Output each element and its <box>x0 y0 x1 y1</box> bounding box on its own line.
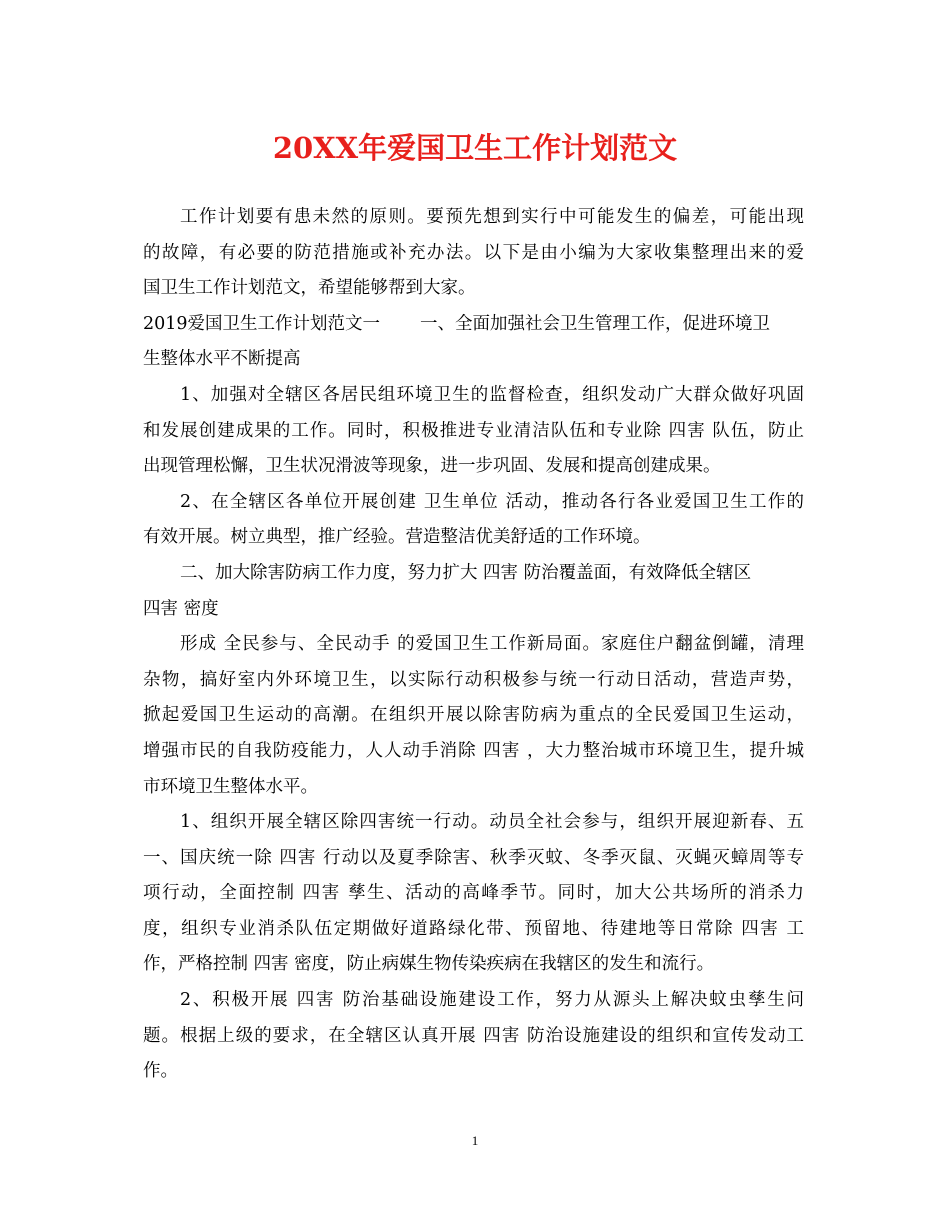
paragraph-line: 形成 全民参与、全民动手 的爱国卫生工作新局面。家庭住户翻盆倒罐，清理 <box>180 634 804 655</box>
section-heading: 一、全面加强社会卫生管理工作，促进环境卫 <box>420 313 771 334</box>
paragraph-line: 项行动，全面控制 四害 孳生、活动的高峰季节。同时，加大公共场所的消杀力 <box>143 883 804 904</box>
paragraph-line: 杂物，搞好室内外环境卫生，以实际行动积极参与统一行动日活动，营造声势， <box>143 669 804 690</box>
paragraph-line: 国卫生工作计划范文，希望能够帮到大家。 <box>143 278 476 299</box>
paragraph-line: 增强市民的自我防疫能力，人人动手消除 四害 ，大力整治城市环境卫生，提升城 <box>143 740 804 761</box>
paragraph-line: 2、在全辖区各单位开展创建 卫生单位 活动，推动各行各业爱国卫生工作的 <box>180 491 804 512</box>
paragraph-line: 工作计划要有患未然的原则。要预先想到实行中可能发生的偏差，可能出现 <box>180 207 804 227</box>
page-number: 1 <box>471 1133 479 1148</box>
document-body <box>143 200 804 1090</box>
paragraph-line: 掀起爱国卫生运动的高潮。在组织开展以除害防病为重点的全民爱国卫生运动， <box>143 705 804 726</box>
paragraph-line: 2、积极开展 四害 防治基础设施建设工作，努力从源头上解决蚊虫孳生问 <box>180 990 804 1011</box>
section-heading-line <box>143 307 804 343</box>
section-heading-line: 四害 密度 <box>143 598 219 619</box>
paragraph-line: 和发展创建成果的工作。同时，积极推进专业清洁队伍和专业除 四害 队伍，防止 <box>143 420 804 441</box>
paragraph-line: 市环境卫生整体水平。 <box>143 776 318 797</box>
paragraph-line: 有效开展。树立典型，推广经验。营造整洁优美舒适的工作环境。 <box>143 527 651 548</box>
paragraph-line: 作。 <box>143 1061 178 1082</box>
paragraph-line: 的故障，有必要的防范措施或补充办法。以下是由小编为大家收集整理出来的爱 <box>143 242 804 263</box>
section-subtitle: 2019爱国卫生工作计划范文一 <box>143 313 381 334</box>
section-heading-line: 生整体水平不断提高 <box>143 349 301 370</box>
paragraph-line: 作，严格控制 四害 密度，防止病媒生物传染疾病在我辖区的发生和流行。 <box>143 954 715 975</box>
paragraph-line: 一、国庆统一除 四害 行动以及夏季除害、秋季灭蚊、冬季灭鼠、灭蝇灭蟑周等专 <box>143 847 804 868</box>
paragraph-line: 题。根据上级的要求，在全辖区认真开展 四害 防治设施建设的组织和宣传发动工 <box>143 1025 804 1046</box>
section-heading-line: 二、加大除害防病工作力度，努力扩大 四害 防治覆盖面，有效降低全辖区 <box>180 562 752 583</box>
paragraph-line: 1、加强对全辖区各居民组环境卫生的监督检查，组织发动广大群众做好巩固 <box>180 384 804 405</box>
document-title: 20XX年爱国卫生工作计划范文 <box>272 131 678 165</box>
paragraph-line: 1、组织开展全辖区除四害统一行动。动员全社会参与，组织开展迎新春、五 <box>180 812 804 833</box>
paragraph-line: 出现管理松懈，卫生状况滑波等现象，进一步巩固、发展和提高创建成果。 <box>143 456 721 477</box>
paragraph-line: 度，组织专业消杀队伍定期做好道路绿化带、预留地、待建地等日常除 四害 工 <box>143 918 804 939</box>
